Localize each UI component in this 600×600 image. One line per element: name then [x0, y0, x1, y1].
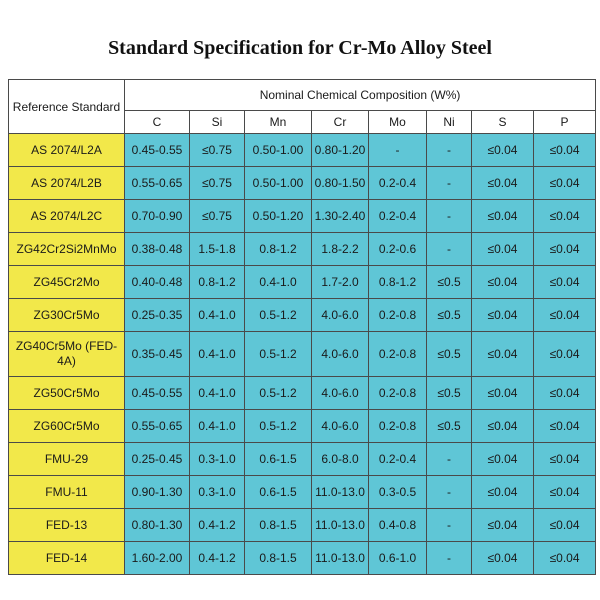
value-cell-cr: 1.7-2.0	[312, 266, 369, 299]
value-cell-s: ≤0.04	[472, 299, 534, 332]
value-cell-ni: -	[427, 476, 472, 509]
element-header-c: C	[125, 111, 190, 134]
table-row	[9, 266, 596, 299]
value-cell-c: 0.45-0.55	[125, 134, 190, 167]
value-cell-mn: 0.8-1.5	[245, 509, 312, 542]
value-cell-mn: 0.5-1.2	[245, 410, 312, 443]
value-cell-p: ≤0.04	[534, 167, 596, 200]
standard-cell: FED-13	[9, 509, 125, 542]
value-cell-ni: -	[427, 200, 472, 233]
value-cell-p: ≤0.04	[534, 410, 596, 443]
value-cell-s: ≤0.04	[472, 443, 534, 476]
value-cell-c: 0.25-0.35	[125, 299, 190, 332]
value-cell-mn: 0.50-1.00	[245, 134, 312, 167]
value-cell-c: 0.70-0.90	[125, 200, 190, 233]
value-cell-mo: 0.2-0.8	[369, 410, 427, 443]
value-cell-mo: 0.3-0.5	[369, 476, 427, 509]
value-cell-cr: 11.0-13.0	[312, 509, 369, 542]
value-cell-s: ≤0.04	[472, 332, 534, 377]
value-cell-cr: 0.80-1.50	[312, 167, 369, 200]
value-cell-mo: 0.8-1.2	[369, 266, 427, 299]
table-row	[9, 332, 596, 377]
value-cell-si: 0.4-1.0	[190, 377, 245, 410]
value-cell-cr: 1.30-2.40	[312, 200, 369, 233]
value-cell-cr: 4.0-6.0	[312, 332, 369, 377]
value-cell-mo: 0.2-0.4	[369, 167, 427, 200]
standard-cell: ZG40Cr5Mo (FED-4A)	[9, 332, 125, 377]
element-header-si: Si	[190, 111, 245, 134]
table-body	[9, 134, 596, 575]
value-cell-mo: 0.2-0.4	[369, 443, 427, 476]
value-cell-mo: 0.2-0.8	[369, 332, 427, 377]
value-cell-ni: -	[427, 509, 472, 542]
table-row	[9, 542, 596, 575]
value-cell-s: ≤0.04	[472, 266, 534, 299]
value-cell-cr: 4.0-6.0	[312, 299, 369, 332]
value-cell-p: ≤0.04	[534, 332, 596, 377]
element-header-ni: Ni	[427, 111, 472, 134]
element-header-s: S	[472, 111, 534, 134]
value-cell-si: 0.4-1.0	[190, 410, 245, 443]
value-cell-mo: 0.2-0.8	[369, 299, 427, 332]
table-row	[9, 200, 596, 233]
value-cell-c: 0.55-0.65	[125, 167, 190, 200]
value-cell-si: 0.4-1.2	[190, 542, 245, 575]
value-cell-c: 0.35-0.45	[125, 332, 190, 377]
value-cell-si: 0.3-1.0	[190, 443, 245, 476]
table-row	[9, 377, 596, 410]
value-cell-si: 0.4-1.0	[190, 299, 245, 332]
value-cell-p: ≤0.04	[534, 200, 596, 233]
value-cell-si: ≤0.75	[190, 167, 245, 200]
value-cell-c: 0.90-1.30	[125, 476, 190, 509]
table-row	[9, 299, 596, 332]
value-cell-p: ≤0.04	[534, 266, 596, 299]
value-cell-ni: -	[427, 167, 472, 200]
value-cell-mo: 0.2-0.8	[369, 377, 427, 410]
value-cell-cr: 4.0-6.0	[312, 410, 369, 443]
standard-cell: AS 2074/L2C	[9, 200, 125, 233]
reference-standard-header: Reference Standard	[9, 80, 125, 134]
standard-cell: FED-14	[9, 542, 125, 575]
value-cell-ni: ≤0.5	[427, 332, 472, 377]
element-header-p: P	[534, 111, 596, 134]
table-row	[9, 233, 596, 266]
table-row	[9, 509, 596, 542]
value-cell-p: ≤0.04	[534, 509, 596, 542]
page-title: Standard Specification for Cr-Mo Alloy Steel	[108, 37, 492, 59]
table-row	[9, 476, 596, 509]
value-cell-ni: ≤0.5	[427, 266, 472, 299]
value-cell-s: ≤0.04	[472, 509, 534, 542]
value-cell-si: ≤0.75	[190, 134, 245, 167]
value-cell-s: ≤0.04	[472, 377, 534, 410]
standard-cell: ZG42Cr2Si2MnMo	[9, 233, 125, 266]
standard-cell: FMU-29	[9, 443, 125, 476]
value-cell-cr: 1.8-2.2	[312, 233, 369, 266]
value-cell-c: 0.38-0.48	[125, 233, 190, 266]
value-cell-mn: 0.8-1.2	[245, 233, 312, 266]
value-cell-cr: 4.0-6.0	[312, 377, 369, 410]
element-header-mo: Mo	[369, 111, 427, 134]
value-cell-ni: ≤0.5	[427, 377, 472, 410]
value-cell-mo: 0.6-1.0	[369, 542, 427, 575]
value-cell-ni: ≤0.5	[427, 299, 472, 332]
element-header-cr: Cr	[312, 111, 369, 134]
value-cell-si: 0.3-1.0	[190, 476, 245, 509]
value-cell-cr: 0.80-1.20	[312, 134, 369, 167]
specification-table	[8, 79, 596, 575]
value-cell-c: 0.80-1.30	[125, 509, 190, 542]
value-cell-si: ≤0.75	[190, 200, 245, 233]
value-cell-c: 0.40-0.48	[125, 266, 190, 299]
standard-cell: ZG60Cr5Mo	[9, 410, 125, 443]
table-row	[9, 410, 596, 443]
value-cell-p: ≤0.04	[534, 542, 596, 575]
standard-cell: ZG45Cr2Mo	[9, 266, 125, 299]
value-cell-mn: 0.6-1.5	[245, 476, 312, 509]
value-cell-si: 0.4-1.0	[190, 332, 245, 377]
value-cell-ni: ≤0.5	[427, 410, 472, 443]
element-header-mn: Mn	[245, 111, 312, 134]
value-cell-p: ≤0.04	[534, 377, 596, 410]
value-cell-mn: 0.5-1.2	[245, 299, 312, 332]
value-cell-cr: 6.0-8.0	[312, 443, 369, 476]
value-cell-cr: 11.0-13.0	[312, 476, 369, 509]
value-cell-cr: 11.0-13.0	[312, 542, 369, 575]
value-cell-mn: 0.8-1.5	[245, 542, 312, 575]
value-cell-c: 0.55-0.65	[125, 410, 190, 443]
standard-cell: ZG50Cr5Mo	[9, 377, 125, 410]
value-cell-s: ≤0.04	[472, 134, 534, 167]
value-cell-s: ≤0.04	[472, 167, 534, 200]
value-cell-s: ≤0.04	[472, 233, 534, 266]
value-cell-p: ≤0.04	[534, 443, 596, 476]
composition-header: Nominal Chemical Composition (W%)	[125, 80, 596, 111]
value-cell-mo: 0.2-0.6	[369, 233, 427, 266]
value-cell-mn: 0.5-1.2	[245, 377, 312, 410]
value-cell-ni: -	[427, 233, 472, 266]
value-cell-mn: 0.5-1.2	[245, 332, 312, 377]
value-cell-mn: 0.50-1.20	[245, 200, 312, 233]
value-cell-si: 0.8-1.2	[190, 266, 245, 299]
value-cell-s: ≤0.04	[472, 200, 534, 233]
value-cell-s: ≤0.04	[472, 476, 534, 509]
standard-cell: AS 2074/L2B	[9, 167, 125, 200]
table-row	[9, 134, 596, 167]
value-cell-p: ≤0.04	[534, 476, 596, 509]
table-row	[9, 443, 596, 476]
value-cell-ni: -	[427, 542, 472, 575]
standard-cell: FMU-11	[9, 476, 125, 509]
value-cell-mo: 0.4-0.8	[369, 509, 427, 542]
value-cell-p: ≤0.04	[534, 134, 596, 167]
value-cell-s: ≤0.04	[472, 410, 534, 443]
standard-cell: ZG30Cr5Mo	[9, 299, 125, 332]
value-cell-mn: 0.6-1.5	[245, 443, 312, 476]
standard-cell: AS 2074/L2A	[9, 134, 125, 167]
value-cell-ni: -	[427, 443, 472, 476]
value-cell-s: ≤0.04	[472, 542, 534, 575]
value-cell-ni: -	[427, 134, 472, 167]
value-cell-p: ≤0.04	[534, 299, 596, 332]
value-cell-mo: 0.2-0.4	[369, 200, 427, 233]
table-row	[9, 167, 596, 200]
value-cell-c: 0.25-0.45	[125, 443, 190, 476]
value-cell-c: 1.60-2.00	[125, 542, 190, 575]
value-cell-si: 0.4-1.2	[190, 509, 245, 542]
value-cell-p: ≤0.04	[534, 233, 596, 266]
value-cell-mo: -	[369, 134, 427, 167]
value-cell-si: 1.5-1.8	[190, 233, 245, 266]
value-cell-mn: 0.50-1.00	[245, 167, 312, 200]
value-cell-mn: 0.4-1.0	[245, 266, 312, 299]
value-cell-c: 0.45-0.55	[125, 377, 190, 410]
